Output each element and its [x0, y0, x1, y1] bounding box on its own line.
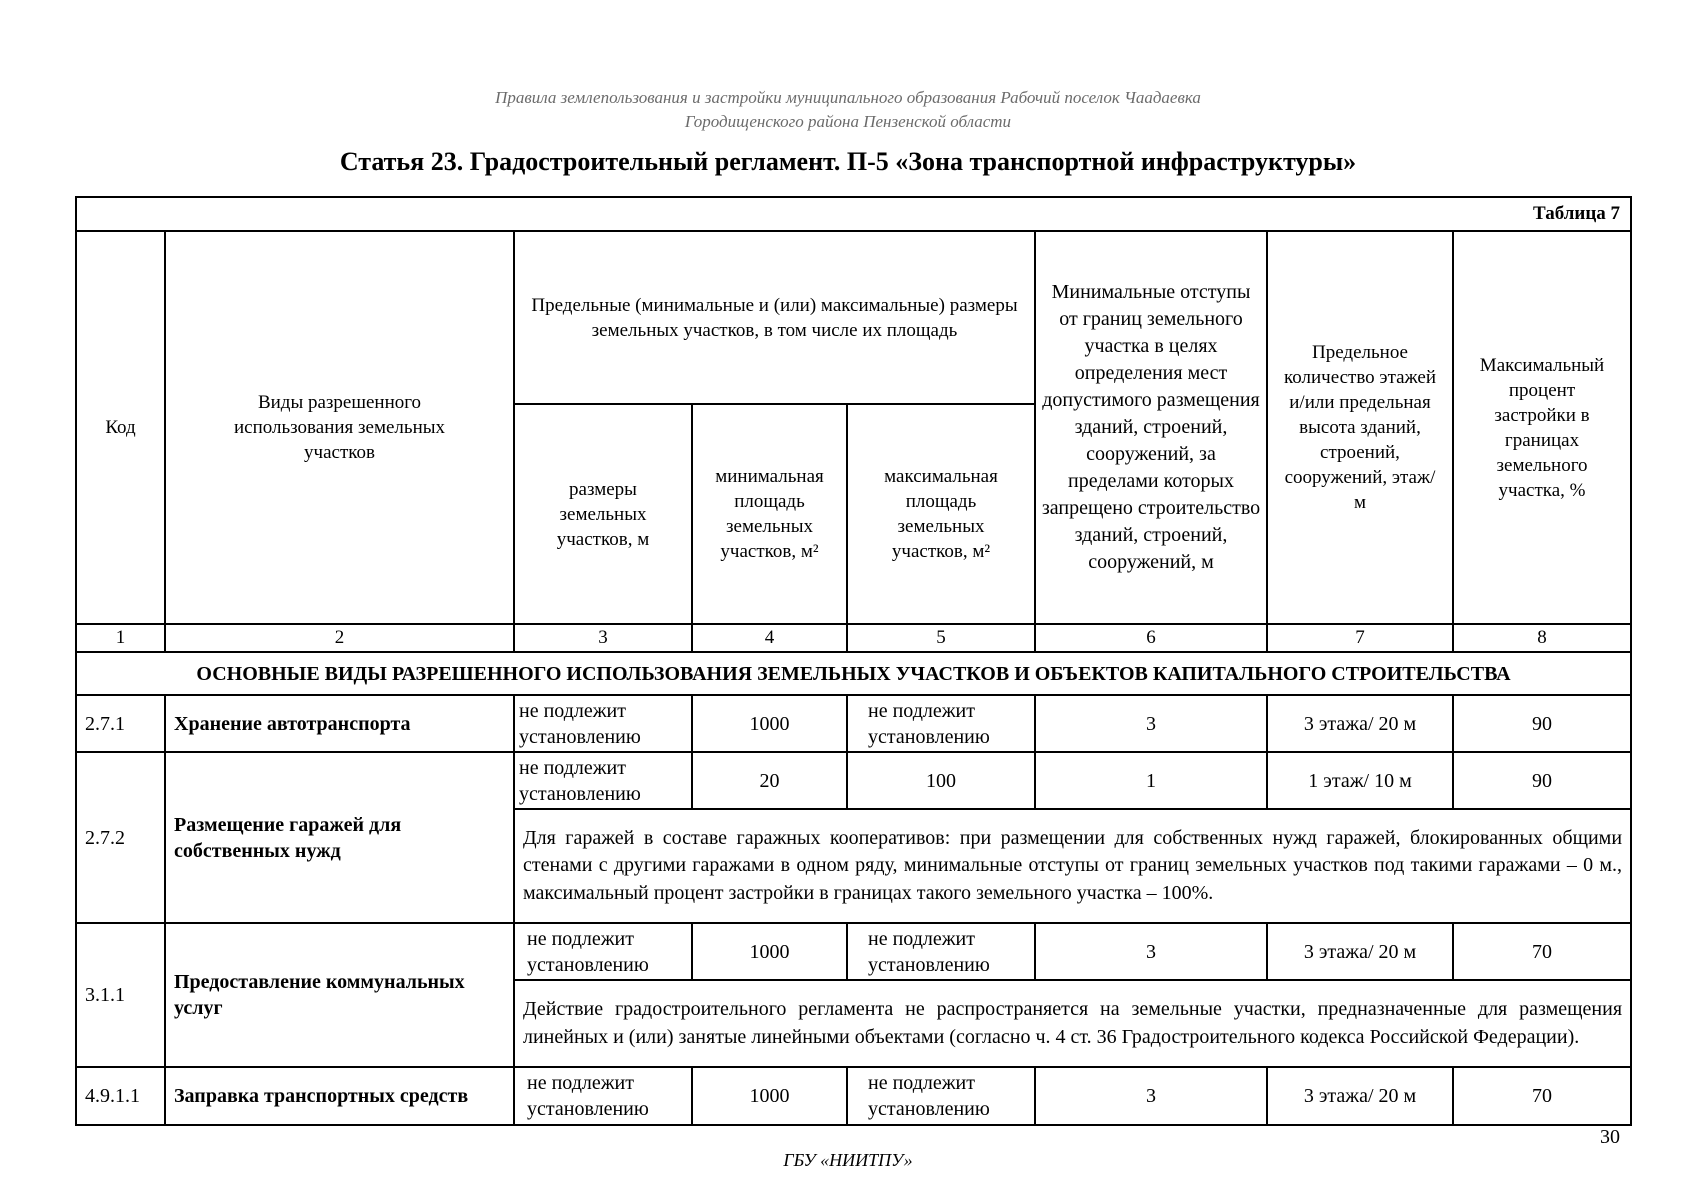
running-header: [0, 86, 1696, 134]
row-setback: 3: [1035, 695, 1267, 752]
row-max-area: 100: [847, 752, 1035, 809]
header-code: Код: [76, 231, 165, 624]
header-row-1: [76, 231, 1631, 404]
table-number-row: [76, 197, 1631, 231]
row-setback: 3: [1035, 1067, 1267, 1125]
row-sizes: не подлежит установлению: [514, 1067, 692, 1125]
row-min-area: 1000: [692, 695, 847, 752]
row-use-name: Размещение гаражей для собственных нужд: [165, 752, 514, 923]
row-coverage: 70: [1453, 923, 1631, 980]
row-floors: 3 этажа/ 20 м: [1267, 1067, 1453, 1125]
row-floors: 3 этажа/ 20 м: [1267, 695, 1453, 752]
row-floors: 3 этажа/ 20 м: [1267, 923, 1453, 980]
table-row: [76, 695, 1631, 752]
row-use-name: Хранение автотранспорта: [165, 695, 514, 752]
row-max-area: не подлежит установлению: [847, 923, 1035, 980]
row-code: 4.9.1.1: [76, 1067, 165, 1125]
row-use-name: Предоставление коммунальных услуг: [165, 923, 514, 1067]
row-sizes: не подлежит установлению: [514, 923, 692, 980]
row-max-area: не подлежит установлению: [847, 1067, 1035, 1125]
row-note: Для гаражей в составе гаражных кооперативов: при размещении для собственных нужд гаражей, блокированных общими стенами с другими гаражами в одном ряду, минимальные отступы от границ земельных участков под такими гаражами – 0 м., максимальный процент застройки в границах такого земельного участка – 100%.: [514, 809, 1631, 923]
row-use-name: Заправка транспортных средств: [165, 1067, 514, 1125]
header-size-group: Предельные (минимальные и (или) максимальные) размеры земельных участков, в том числе их площадь: [514, 231, 1035, 404]
column-number: 6: [1035, 624, 1267, 652]
section-row: [76, 652, 1631, 695]
row-code: 2.7.2: [76, 752, 165, 923]
row-coverage: 70: [1453, 1067, 1631, 1125]
header-floors: Предельное количество этажей и/или предельная высота зданий, строений, сооружений, этаж/м: [1267, 231, 1453, 624]
row-coverage: 90: [1453, 695, 1631, 752]
row-coverage: 90: [1453, 752, 1631, 809]
running-header-line-2: Городищенского района Пензенской области: [684, 112, 1012, 131]
row-code: 2.7.1: [76, 695, 165, 752]
header-setbacks: Минимальные отступы от границ земельного участка в целях определения мест допустимого размещения зданий, строений, сооружений, за пределами которых запрещено строительство зданий, строений, сооружений, м: [1035, 231, 1267, 624]
row-min-area: 1000: [692, 1067, 847, 1125]
page-title: Статья 23. Градостроительный регламент. П-5 «Зона транспортной инфраструктуры»: [339, 147, 1357, 176]
page-number: 30: [1600, 1126, 1620, 1148]
row-setback: 3: [1035, 923, 1267, 980]
header-sizes-m: размеры земельных участков, м: [514, 404, 692, 624]
column-number: 3: [514, 624, 692, 652]
row-code: 3.1.1: [76, 923, 165, 1067]
row-min-area: 20: [692, 752, 847, 809]
section-title: ОСНОВНЫЕ ВИДЫ РАЗРЕШЕННОГО ИСПОЛЬЗОВАНИЯ ЗЕМЕЛЬНЫХ УЧАСТКОВ И ОБЪЕКТОВ КАПИТАЛЬНОГО СТРОИТЕЛЬСТВА: [76, 652, 1631, 695]
column-number: 1: [76, 624, 165, 652]
column-number: 2: [165, 624, 514, 652]
header-coverage: Максимальный процент застройки в границах земельного участка, %: [1453, 231, 1631, 624]
column-number-row: [76, 624, 1631, 652]
column-number: 8: [1453, 624, 1631, 652]
header-max-area: максимальная площадь земельных участков, м²: [847, 404, 1035, 624]
header-min-area: минимальная площадь земельных участков, м²: [692, 404, 847, 624]
table-number: Таблица 7: [76, 197, 1631, 231]
table-row: [76, 752, 1631, 809]
header-use-type: Виды разрешенного использования земельных участков: [165, 231, 514, 624]
row-min-area: 1000: [692, 923, 847, 980]
table-row: [76, 923, 1631, 980]
column-number: 4: [692, 624, 847, 652]
table-row: [76, 1067, 1631, 1125]
footer: ГБУ «НИИТПУ»: [783, 1150, 913, 1170]
regulation-table: [75, 196, 1632, 1126]
row-note: Действие градостроительного регламента не распространяется на земельные участки, предназначенные для размещения линейных и (или) занятые линейными объектами (согласно ч. 4 ст. 36 Градостроительного кодекса Российской Федерации).: [514, 980, 1631, 1067]
running-header-line-1: Правила землепользования и застройки муниципального образования Рабочий поселок Чаадаевка: [495, 88, 1201, 107]
row-sizes: не подлежит установлению: [514, 695, 692, 752]
row-sizes: не подлежит установлению: [514, 752, 692, 809]
row-setback: 1: [1035, 752, 1267, 809]
row-floors: 1 этаж/ 10 м: [1267, 752, 1453, 809]
row-max-area: не подлежит установлению: [847, 695, 1035, 752]
column-number: 5: [847, 624, 1035, 652]
column-number: 7: [1267, 624, 1453, 652]
